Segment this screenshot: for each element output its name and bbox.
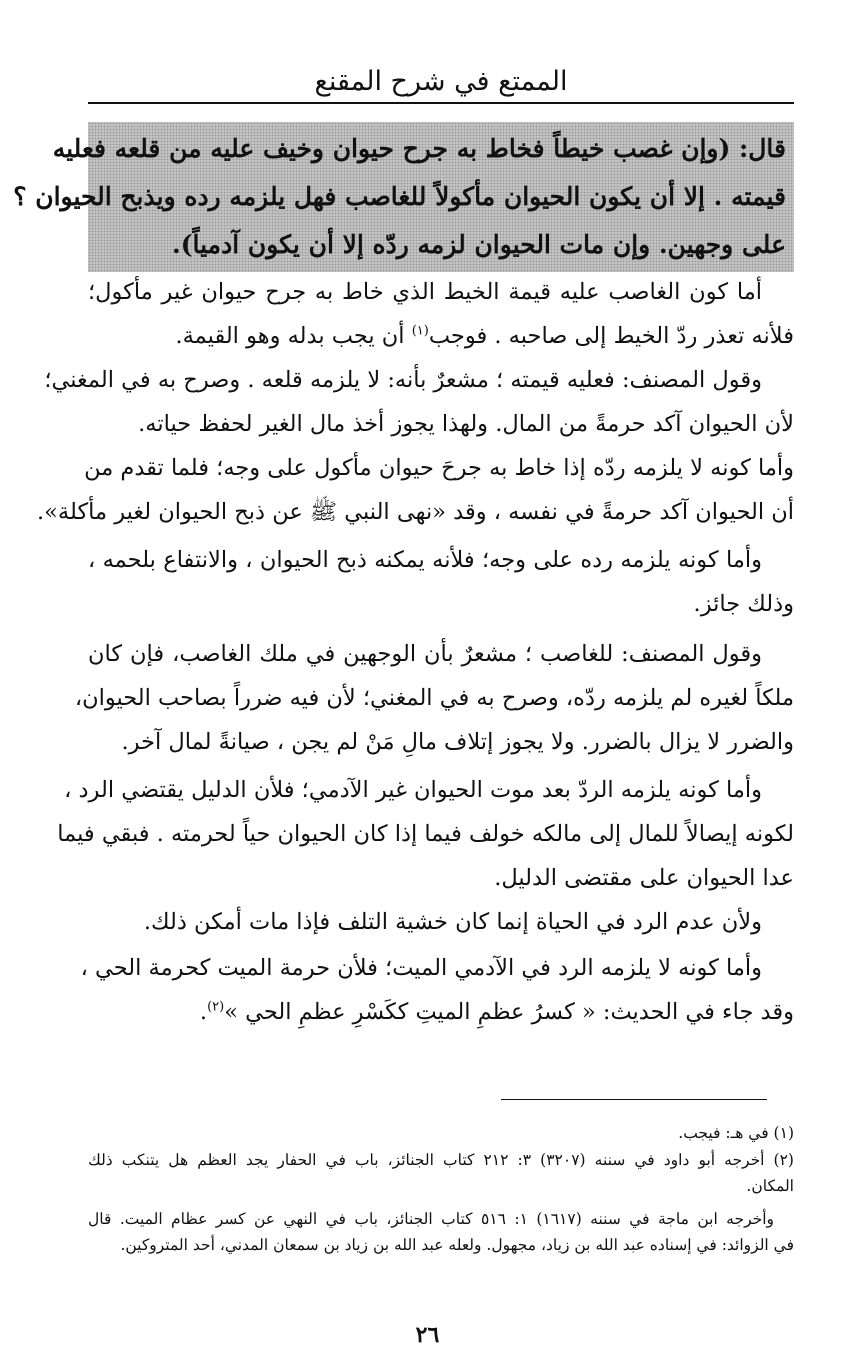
footnote-rule xyxy=(501,1099,767,1100)
matn-line: قيمته . إلا أن يكون الحيوان مأكولاً للغاصب فهل يلزمه رده ويذبح الحيوان ؟ xyxy=(13,182,786,211)
body-line-part: وقد جاء في الحديث: « كسرُ عظمِ الميتِ ككَسْرِ عظمِ الحي » xyxy=(224,999,794,1025)
body-line: وأما كونه لا يلزمه ردّه إذا خاط به جرحَ حيوان مأكول على وجه؛ فلما تقدم من xyxy=(84,455,794,481)
footnote-marker[interactable]: (١) xyxy=(411,323,429,339)
body-line-part: فلأنه تعذر ردّ الخيط إلى صاحبه . فوجب xyxy=(428,323,794,349)
body-line: أن الحيوان آكد حرمةً في نفسه ، وقد «نهى النبي ﷺ عن ذبح الحيوان لغير مأكلة». xyxy=(37,499,794,525)
header-rule xyxy=(88,102,794,104)
footnote-line: (٢) أخرجه أبو داود في سننه (٣٢٠٧) ٣: ٢١٢ كتاب الجنائز، باب في الحفار يجد العظم هل يتنكب ذلك xyxy=(88,1151,794,1169)
footnote-marker[interactable]: (٢) xyxy=(207,999,225,1015)
body-line: وقول المصنف: للغاصب ؛ مشعرٌ بأن الوجهين في ملك الغاصب، فإن كان xyxy=(88,641,762,667)
footnote-line: في الزوائد: في إسناده عبد الله بن زياد، مجهول. ولعله عبد الله بن زياد بن سمعان المدني، أحد المتروكين. xyxy=(120,1236,794,1254)
body-line: وذلك جائز. xyxy=(693,591,794,617)
body-line: والضرر لا يزال بالضرر. ولا يجوز إتلاف مالِ مَنْ لم يجن ، صيانةً لمال آخر. xyxy=(121,729,794,755)
page-number: ٢٦ xyxy=(415,1322,440,1348)
matn-line: قال: (وإن غصب خيطاً فخاط به جرح حيوان وخيف عليه من قلعه فعليه xyxy=(52,134,786,163)
matn-line: على وجهين. وإن مات الحيوان لزمه ردّه إلا أن يكون آدمياً). xyxy=(171,230,786,259)
body-line xyxy=(88,314,794,358)
running-header: الممتع في شرح المقنع xyxy=(314,66,568,97)
body-line: لأن الحيوان آكد حرمةً من المال. ولهذا يجوز أخذ مال الغير لحفظ حياته. xyxy=(138,411,794,437)
body-line: وقد جاء في الحديث: « كسرُ عظمِ الميتِ ككَسْرِ عظمِ الحي »$^{(٢)}$. xyxy=(199,999,794,1025)
quoted-matn-box xyxy=(13,122,794,272)
body-line: وأما كونه يلزمه رده على وجه؛ فلأنه يمكنه ذبح الحيوان ، والانتفاع بلحمه ، xyxy=(88,547,762,573)
body-line: عدا الحيوان على مقتضى الدليل. xyxy=(494,865,794,891)
body-line: وأما كونه يلزمه الردّ بعد موت الحيوان غير الآدمي؛ فلأن الدليل يقتضي الرد ، xyxy=(64,777,762,803)
footnote-line: وأخرجه ابن ماجة في سننه (١٦١٧) ١: ٥١٦ كتاب الجنائز، باب في النهي عن كسر عظام الميت. قال xyxy=(88,1210,775,1228)
footnote-line: (١) في هـ: فيجب. xyxy=(678,1124,794,1142)
body-line: ملكاً لغيره لم يلزمه ردّه، وصرح به في المغني؛ لأن فيه ضرراً بصاحب الحيوان، xyxy=(74,685,794,711)
body-line: ولأن عدم الرد في الحياة إنما كان خشية التلف فإذا مات أمكن ذلك. xyxy=(143,909,762,935)
body-line: لكونه إيصالاً للمال إلى مالكه خولف فيما إذا كان الحيوان حياً لحرمته . فبقي فيما xyxy=(57,821,794,847)
body-line: وأما كونه لا يلزمه الرد في الآدمي الميت؛ فلأن حرمة الميت كحرمة الحي ، xyxy=(80,955,762,981)
body-line: وقول المصنف: فعليه قيمته ؛ مشعرٌ بأنه: لا يلزمه قلعه . وصرح به في المغني؛ xyxy=(44,367,762,393)
footnote-line: المكان. xyxy=(746,1177,794,1195)
body-line: أما كون الغاصب عليه قيمة الخيط الذي خاط به جرح حيوان غير مأكول؛ xyxy=(88,279,762,305)
body-line-part: أن يجب بدله وهو القيمة. xyxy=(175,323,405,349)
